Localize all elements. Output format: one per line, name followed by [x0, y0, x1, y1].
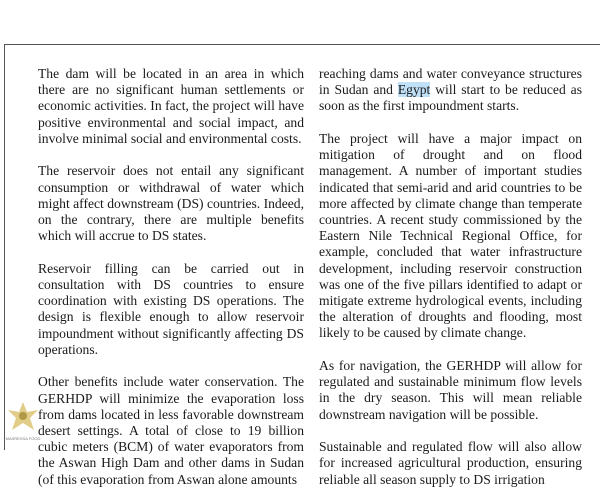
paragraph: The project will have a major impact on mitigation of drought and on flood management. A number of important studies indicated that semi-arid and arid countries to be more affected by climate change than temperate countries. A recent study commissioned by the Eastern Nile Technical Regional Office, for example, concluded that water infrastructure development, including reservoir construction was one of the five pillars identified to adapt or mitigate extreme hydrological events, including the alteration of droughts and flooding, most likely to be caused by climate change.: [319, 131, 582, 341]
watermark-text: MASRESSA FOOD: [5, 436, 41, 441]
paragraph: Sustainable and regulated flow will also allow for increased agricultural production, ensuring reliable all season supply to DS irrigation: [319, 439, 582, 487]
right-text-column: [319, 66, 582, 504]
page-top-border: [4, 44, 600, 45]
left-text-column: [38, 66, 304, 504]
page-left-border: [4, 44, 5, 450]
paragraph: The reservoir does not entail any significant consumption or withdrawal of water which might affect downstream (DS) countries. Indeed, on the contrary, there are multiple benefits which will accrue to DS states.: [38, 163, 304, 244]
search-highlight: Egypt: [397, 82, 431, 98]
paragraph: [319, 66, 582, 115]
paragraph: Reservoir filling can be carried out in consultation with DS countries to ensure coordination with existing DS operations. The design is flexible enough to allow reservoir impoundment without significantly affecting DS operations.: [38, 260, 304, 357]
paragraph: Other benefits include water conservation. The GERHDP will minimize the evaporation loss from dams located in less favorable downstream desert settings. A total of close to 19 billion cubic meters (BCM) of water evaporators from the Aswan High Dam and other dams in Sudan (of this evaporation from Aswan alone amounts: [38, 374, 304, 487]
eagle-logo-icon: [4, 396, 42, 450]
paragraph-text: reaching dams and water conveyance structures in Sudan and: [319, 66, 582, 98]
paragraph: As for navigation, the GERHDP will allow for regulated and sustainable minimum flow levels in the dry season. This will mean reliable downstream navigation will be possible.: [319, 358, 582, 422]
watermark-logo: [4, 396, 42, 450]
paragraph-text: will start to be reduced as soon as the first impoundment starts.: [319, 82, 582, 114]
paragraph: The dam will be located in an area in which there are no significant human settlements or economic activities. In fact, the project will have positive environmental and social impact, and involve minimal social and environmental costs.: [38, 66, 304, 146]
